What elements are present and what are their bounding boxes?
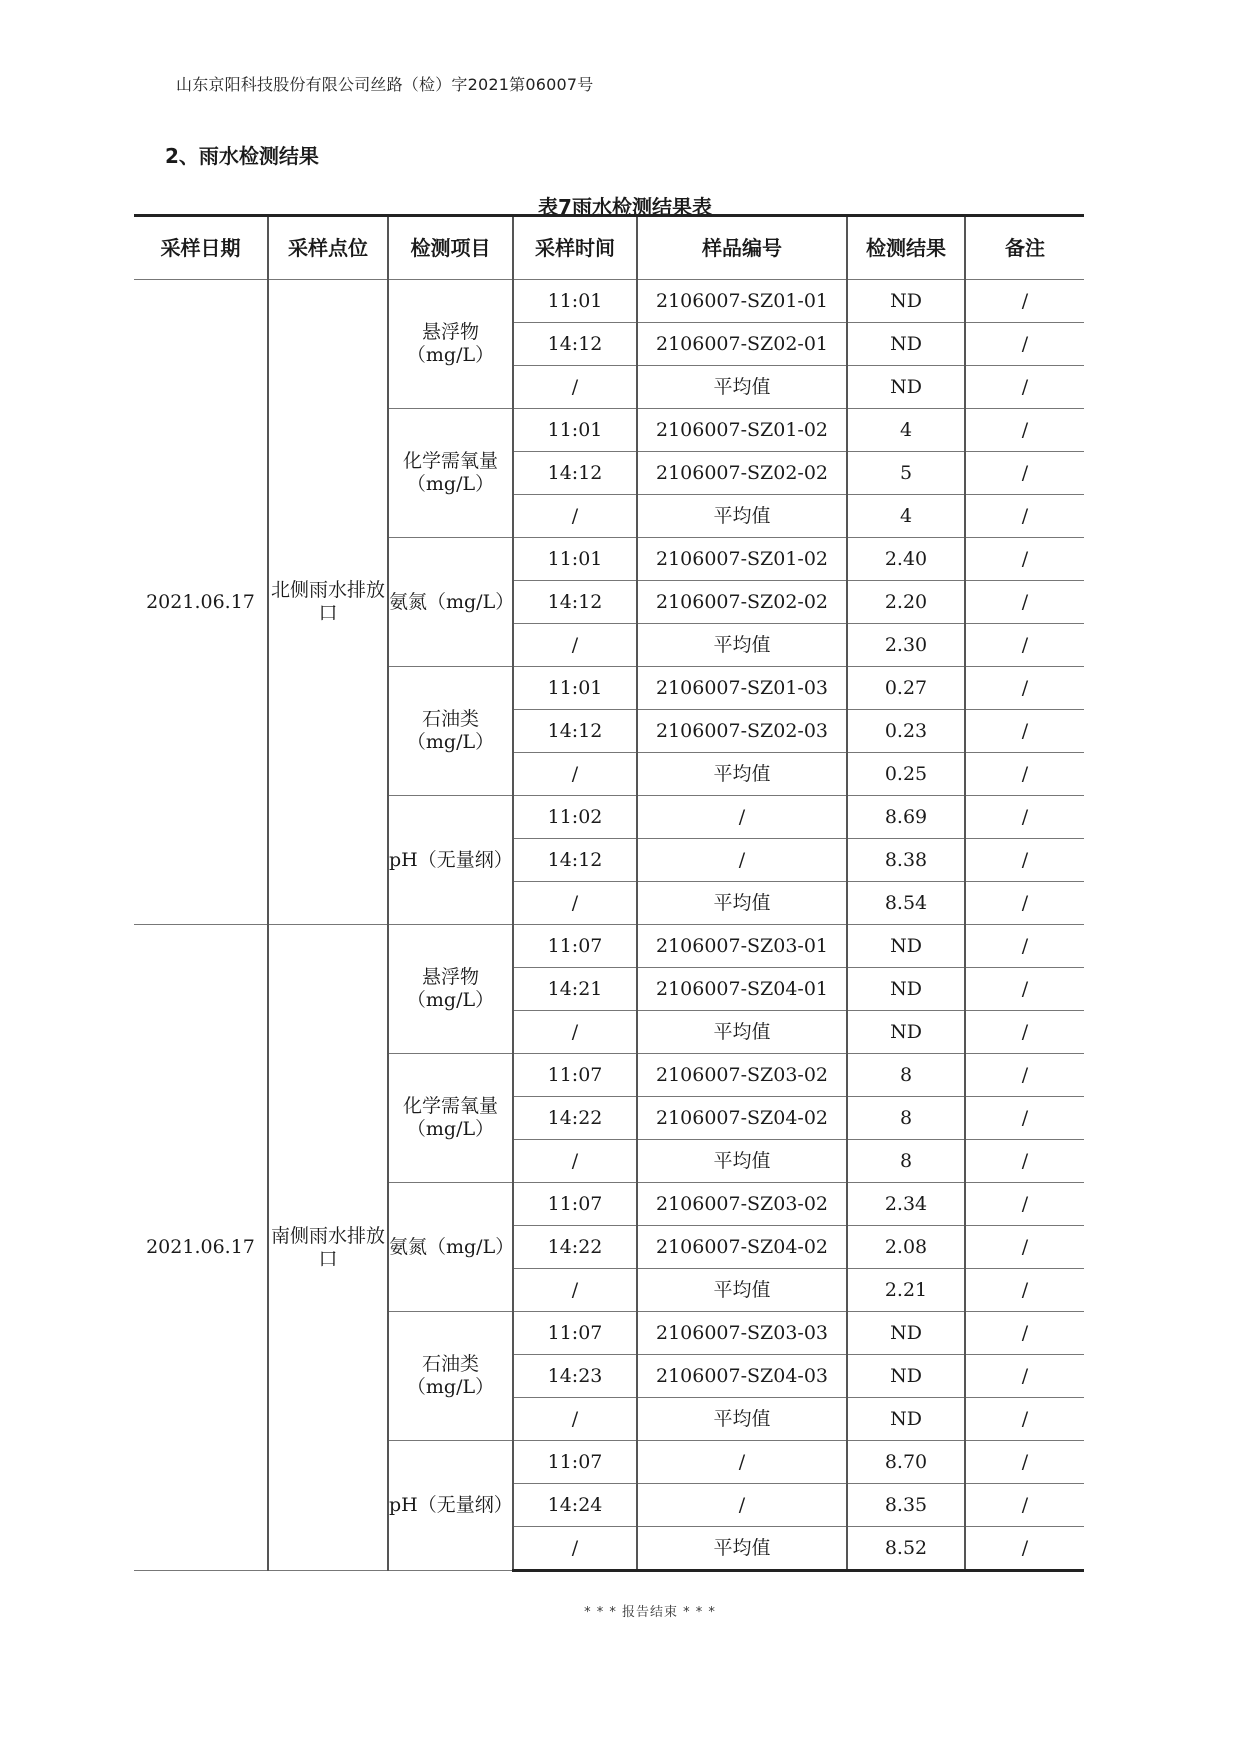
- result-cell: 8: [847, 1054, 965, 1097]
- sampling-time-cell: 11:07: [513, 925, 637, 968]
- sample-id-cell: 2106007-SZ03-02: [637, 1054, 847, 1097]
- result-cell: 8.35: [847, 1484, 965, 1527]
- result-cell: ND: [847, 968, 965, 1011]
- sampling-time-cell: 11:07: [513, 1441, 637, 1484]
- table-header-row: [134, 216, 1084, 280]
- sample-id-cell: 2106007-SZ01-02: [637, 538, 847, 581]
- result-cell: ND: [847, 280, 965, 323]
- test-item-cell: 化学需氧量（mg/L）: [388, 1054, 513, 1183]
- sample-id-cell: 平均值: [637, 495, 847, 538]
- note-cell: /: [965, 796, 1084, 839]
- test-item-cell: 石油类（mg/L）: [388, 1312, 513, 1441]
- sample-id-cell: 平均值: [637, 1269, 847, 1312]
- note-cell: /: [965, 1269, 1084, 1312]
- result-cell: 8.69: [847, 796, 965, 839]
- sampling-time-cell: 14:12: [513, 452, 637, 495]
- sample-id-cell: 2106007-SZ02-03: [637, 710, 847, 753]
- note-cell: /: [965, 323, 1084, 366]
- sample-id-cell: 2106007-SZ04-03: [637, 1355, 847, 1398]
- test-item-cell: 悬浮物（mg/L）: [388, 280, 513, 409]
- test-item-cell: pH（无量纲）: [388, 796, 513, 925]
- sample-id-cell: 2106007-SZ02-02: [637, 581, 847, 624]
- sampling-time-cell: 11:01: [513, 280, 637, 323]
- result-cell: 2.08: [847, 1226, 965, 1269]
- test-item-cell: pH（无量纲）: [388, 1441, 513, 1571]
- sample-id-cell: 2106007-SZ04-01: [637, 968, 847, 1011]
- note-cell: /: [965, 624, 1084, 667]
- test-item-cell: 石油类（mg/L）: [388, 667, 513, 796]
- note-cell: /: [965, 1011, 1084, 1054]
- sample-id-cell: 平均值: [637, 624, 847, 667]
- sampling-time-cell: 11:02: [513, 796, 637, 839]
- sample-id-cell: 2106007-SZ02-01: [637, 323, 847, 366]
- sampling-time-cell: 11:07: [513, 1183, 637, 1226]
- note-cell: /: [965, 1140, 1084, 1183]
- table-caption: 表7雨水检测结果表: [538, 195, 712, 219]
- result-cell: 2.20: [847, 581, 965, 624]
- sampling-time-cell: /: [513, 1011, 637, 1054]
- note-cell: /: [965, 1183, 1084, 1226]
- sampling-time-cell: 11:07: [513, 1054, 637, 1097]
- col-header-date: 采样日期: [134, 216, 268, 280]
- sample-id-cell: 2106007-SZ01-03: [637, 667, 847, 710]
- result-cell: ND: [847, 925, 965, 968]
- sampling-time-cell: /: [513, 753, 637, 796]
- result-cell: 2.34: [847, 1183, 965, 1226]
- result-cell: 8.38: [847, 839, 965, 882]
- result-cell: 4: [847, 495, 965, 538]
- note-cell: /: [965, 1355, 1084, 1398]
- note-cell: /: [965, 409, 1084, 452]
- test-item-cell: 悬浮物（mg/L）: [388, 925, 513, 1054]
- sample-id-cell: 平均值: [637, 366, 847, 409]
- sample-id-cell: /: [637, 839, 847, 882]
- sampling-location-cell: 南侧雨水排放口: [268, 925, 388, 1571]
- test-item-cell: 化学需氧量（mg/L）: [388, 409, 513, 538]
- sample-id-cell: 2106007-SZ03-02: [637, 1183, 847, 1226]
- sampling-date-cell: 2021.06.17: [134, 280, 268, 925]
- note-cell: /: [965, 882, 1084, 925]
- note-cell: /: [965, 1054, 1084, 1097]
- sampling-time-cell: 11:07: [513, 1312, 637, 1355]
- sample-id-cell: 2106007-SZ02-02: [637, 452, 847, 495]
- sampling-time-cell: /: [513, 495, 637, 538]
- test-item-cell: 氨氮（mg/L）: [388, 538, 513, 667]
- sample-id-cell: 2106007-SZ01-02: [637, 409, 847, 452]
- result-cell: 8.52: [847, 1527, 965, 1571]
- sample-id-cell: /: [637, 1441, 847, 1484]
- note-cell: /: [965, 366, 1084, 409]
- note-cell: /: [965, 1527, 1084, 1571]
- sampling-time-cell: 14:12: [513, 323, 637, 366]
- sampling-time-cell: /: [513, 624, 637, 667]
- note-cell: /: [965, 839, 1084, 882]
- result-cell: 5: [847, 452, 965, 495]
- test-item-cell: 氨氮（mg/L）: [388, 1183, 513, 1312]
- note-cell: /: [965, 925, 1084, 968]
- result-cell: 8: [847, 1140, 965, 1183]
- sample-id-cell: 平均值: [637, 882, 847, 925]
- result-cell: 8: [847, 1097, 965, 1140]
- note-cell: /: [965, 280, 1084, 323]
- result-cell: ND: [847, 323, 965, 366]
- result-cell: 8.70: [847, 1441, 965, 1484]
- note-cell: /: [965, 452, 1084, 495]
- col-header-note: 备注: [965, 216, 1084, 280]
- col-header-sample-id: 样品编号: [637, 216, 847, 280]
- sampling-date-cell: 2021.06.17: [134, 925, 268, 1571]
- sampling-time-cell: /: [513, 1140, 637, 1183]
- result-cell: 8.54: [847, 882, 965, 925]
- note-cell: /: [965, 495, 1084, 538]
- sample-id-cell: 平均值: [637, 1140, 847, 1183]
- section-title: 2、雨水检测结果: [165, 144, 319, 168]
- sampling-time-cell: 14:12: [513, 710, 637, 753]
- result-cell: 2.30: [847, 624, 965, 667]
- note-cell: /: [965, 710, 1084, 753]
- result-cell: ND: [847, 1312, 965, 1355]
- sampling-time-cell: 14:22: [513, 1226, 637, 1269]
- sampling-time-cell: 14:12: [513, 839, 637, 882]
- sampling-time-cell: 11:01: [513, 667, 637, 710]
- table-body: [134, 280, 1084, 1571]
- note-cell: /: [965, 581, 1084, 624]
- sampling-time-cell: 14:22: [513, 1097, 637, 1140]
- sample-id-cell: 平均值: [637, 1527, 847, 1571]
- result-cell: 0.23: [847, 710, 965, 753]
- result-cell: 4: [847, 409, 965, 452]
- sampling-time-cell: /: [513, 882, 637, 925]
- note-cell: /: [965, 1441, 1084, 1484]
- col-header-location: 采样点位: [268, 216, 388, 280]
- sample-id-cell: 2106007-SZ04-02: [637, 1226, 847, 1269]
- sample-id-cell: 2106007-SZ03-01: [637, 925, 847, 968]
- table-row: [134, 925, 1084, 968]
- rainwater-results-table: [134, 214, 1084, 1572]
- sampling-time-cell: 11:01: [513, 409, 637, 452]
- sampling-time-cell: 14:23: [513, 1355, 637, 1398]
- note-cell: /: [965, 1097, 1084, 1140]
- sample-id-cell: 平均值: [637, 1398, 847, 1441]
- sample-id-cell: 平均值: [637, 753, 847, 796]
- sampling-time-cell: 14:21: [513, 968, 637, 1011]
- sampling-time-cell: 14:12: [513, 581, 637, 624]
- note-cell: /: [965, 1312, 1084, 1355]
- col-header-item: 检测项目: [388, 216, 513, 280]
- table-row: [134, 280, 1084, 323]
- note-cell: /: [965, 753, 1084, 796]
- result-cell: ND: [847, 366, 965, 409]
- sample-id-cell: /: [637, 796, 847, 839]
- col-header-time: 采样时间: [513, 216, 637, 280]
- result-cell: 2.40: [847, 538, 965, 581]
- note-cell: /: [965, 968, 1084, 1011]
- sampling-time-cell: /: [513, 1527, 637, 1571]
- sampling-time-cell: /: [513, 1398, 637, 1441]
- note-cell: /: [965, 1398, 1084, 1441]
- result-cell: 0.27: [847, 667, 965, 710]
- note-cell: /: [965, 538, 1084, 581]
- sampling-time-cell: /: [513, 1269, 637, 1312]
- note-cell: /: [965, 1226, 1084, 1269]
- sample-id-cell: 2106007-SZ04-02: [637, 1097, 847, 1140]
- result-cell: ND: [847, 1355, 965, 1398]
- sampling-time-cell: 14:24: [513, 1484, 637, 1527]
- sampling-location-cell: 北侧雨水排放口: [268, 280, 388, 925]
- result-cell: ND: [847, 1011, 965, 1054]
- sampling-time-cell: /: [513, 366, 637, 409]
- sample-id-cell: 平均值: [637, 1011, 847, 1054]
- note-cell: /: [965, 667, 1084, 710]
- sample-id-cell: 2106007-SZ03-03: [637, 1312, 847, 1355]
- result-cell: ND: [847, 1398, 965, 1441]
- note-cell: /: [965, 1484, 1084, 1527]
- report-end-marker: * * * 报告结束 * * *: [584, 1605, 716, 1620]
- report-number-header: 山东京阳科技股份有限公司丝路（检）字2021第06007号: [176, 75, 594, 94]
- result-cell: 0.25: [847, 753, 965, 796]
- col-header-result: 检测结果: [847, 216, 965, 280]
- sample-id-cell: 2106007-SZ01-01: [637, 280, 847, 323]
- result-cell: 2.21: [847, 1269, 965, 1312]
- sampling-time-cell: 11:01: [513, 538, 637, 581]
- sample-id-cell: /: [637, 1484, 847, 1527]
